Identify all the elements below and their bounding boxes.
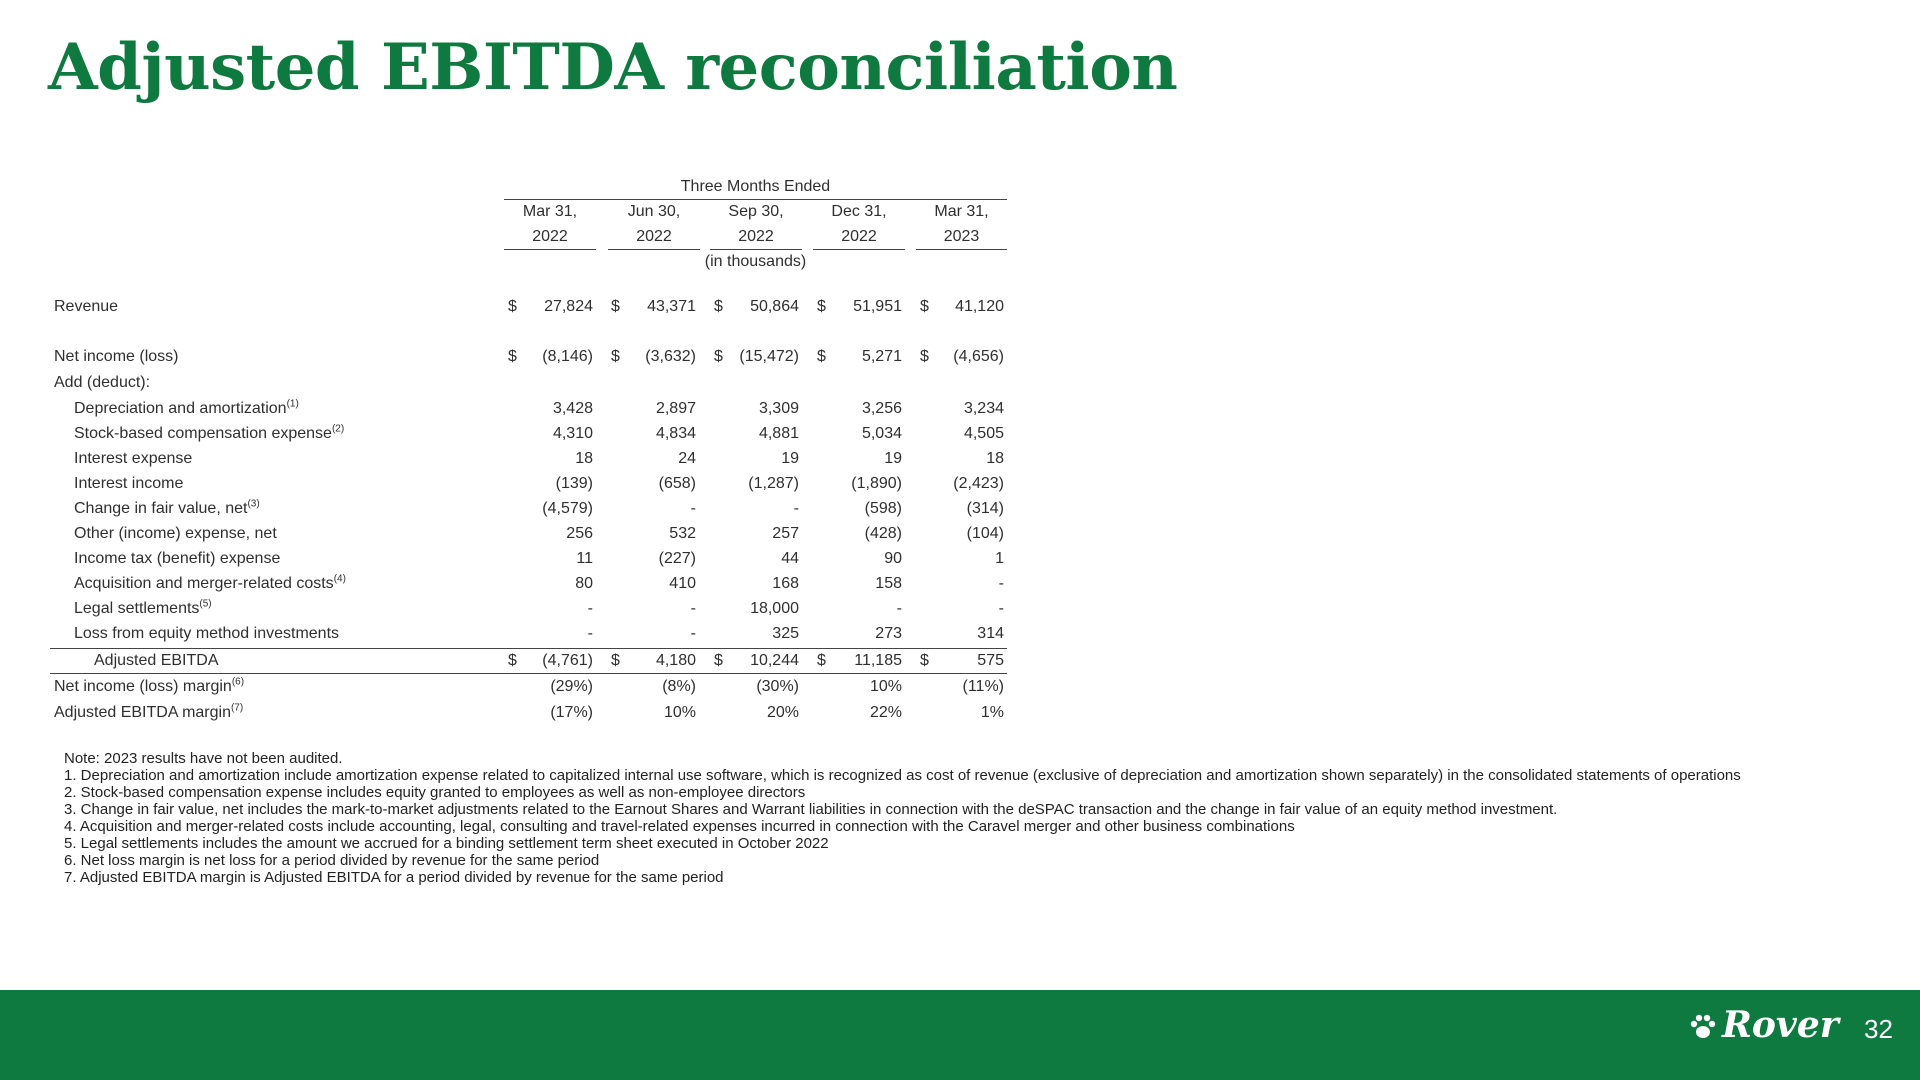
column-header-rule (504, 249, 596, 250)
rover-logo: Rover (1722, 1004, 1839, 1046)
column-header-line2: 2022 (738, 228, 774, 245)
column-header-line1: Jun 30, (627, 203, 681, 220)
table-cell: 44 (781, 550, 799, 567)
table-cell: 51,951 (853, 298, 902, 315)
column-header-line1: Sep 30, (728, 203, 784, 220)
dollar-sign: $ (817, 298, 826, 315)
column-header-line1: Mar 31, (522, 203, 578, 220)
table-cell: (30%) (756, 678, 799, 695)
table-cell: 20% (766, 704, 799, 721)
footer-bar (0, 990, 1920, 1080)
dollar-sign: $ (714, 652, 723, 669)
table-cell: 3,234 (963, 400, 1004, 417)
dollar-sign: $ (508, 348, 517, 365)
table-cell: 11 (576, 550, 593, 567)
row-label (74, 424, 344, 444)
table-cell: - (587, 625, 593, 642)
table-cell: (139) (555, 475, 593, 492)
row-label: Interest expense (74, 450, 193, 467)
footnote-item: 4. Acquisition and merger-related costs include accounting, legal, consulting and travel-related expenses incurred in connection with the Caravel merger and other business combinations (64, 818, 1295, 835)
table-cell: 4,834 (655, 425, 696, 442)
table-cell: 5,271 (861, 348, 902, 365)
table-cell: 43,371 (647, 298, 696, 315)
table-cell: 5,034 (861, 425, 902, 442)
table-cell: 168 (772, 575, 799, 592)
row-label-text: Stock-based compensation expense (74, 425, 332, 442)
dollar-sign: $ (611, 348, 620, 365)
units-label: (in thousands) (704, 253, 807, 270)
table-cell: (4,761) (542, 652, 593, 669)
header-rule (504, 199, 1007, 200)
paw-icon (1688, 1012, 1718, 1042)
row-label-text: Adjusted EBITDA margin (54, 704, 231, 721)
footnote-ref: (2) (331, 423, 345, 435)
column-header-line2: 2022 (532, 228, 568, 245)
table-cell: 4,505 (963, 425, 1004, 442)
row-label (74, 399, 299, 419)
dollar-sign: $ (920, 298, 929, 315)
table-cell: 410 (669, 575, 696, 592)
table-cell: 4,310 (552, 425, 593, 442)
footnote-item: 5. Legal settlements includes the amount we accrued for a binding settlement term sheet executed in October 2022 (64, 835, 829, 852)
table-cell: (4,656) (953, 348, 1004, 365)
table-cell: 19 (781, 450, 799, 467)
footnote-ref: (1) (286, 398, 299, 410)
table-cell: 11,185 (854, 652, 902, 669)
dollar-sign: $ (611, 298, 620, 315)
table-cell: 4,881 (758, 425, 799, 442)
footnote-intro: Note: 2023 results have not been audited. (64, 750, 343, 767)
row-label-text: Change in fair value, net (74, 500, 248, 517)
table-cell: 19 (884, 450, 902, 467)
footnote-ref: (7) (230, 702, 244, 714)
footnote-item: 7. Adjusted EBITDA margin is Adjusted EBITDA for a period divided by revenue for the same period (64, 869, 724, 886)
table-cell: 1% (980, 704, 1004, 721)
table-cell: (658) (658, 475, 696, 492)
footnote-item: 6. Net loss margin is net loss for a period divided by revenue for the same period (64, 852, 600, 869)
column-header-line2: 2022 (636, 228, 672, 245)
table-cell: 1 (995, 550, 1004, 567)
table-cell: 3,256 (861, 400, 902, 417)
table-cell: - (998, 575, 1004, 592)
column-header-line2: 2022 (841, 228, 877, 245)
row-label: Interest income (74, 475, 184, 492)
table-cell: 2,897 (655, 400, 696, 417)
table-cell: (2,423) (953, 475, 1004, 492)
period-header: Three Months Ended (680, 178, 831, 195)
footnotes (64, 750, 1824, 886)
row-label (54, 703, 243, 723)
row-label: Other (income) expense, net (74, 525, 277, 542)
table-cell: 22% (869, 704, 902, 721)
footnote-list (64, 767, 1824, 886)
table-cell: 257 (772, 525, 799, 542)
column-header-rule (710, 249, 802, 250)
footnote-item: 3. Change in fair value, net includes the mark-to-market adjustments related to the Earnout Shares and Warrant liabilities in connection with the deSPAC transaction and the change in fair value of an equity method investment. (64, 801, 1558, 818)
row-label: Income tax (benefit) expense (74, 550, 281, 567)
table-cell: 4,180 (655, 652, 696, 669)
footnote-item: 1. Depreciation and amortization include amortization expense related to capitalized internal use software, which is recognized as cost of revenue (exclusive of depreciation and amortization shown separately) in the consolidated statements of operations (64, 767, 1741, 784)
table-cell: (1,890) (851, 475, 902, 492)
column-header-rule (813, 249, 905, 250)
table-cell: - (998, 600, 1004, 617)
table-cell: - (690, 625, 696, 642)
table-cell: - (690, 600, 696, 617)
dollar-sign: $ (817, 652, 826, 669)
column-header-line2: 2023 (943, 228, 980, 245)
table-cell: (17%) (550, 704, 593, 721)
table-cell: 41,120 (955, 298, 1004, 315)
footnote-ref: (5) (199, 598, 212, 610)
row-label: Net income (loss) (54, 348, 179, 365)
table-cell: 575 (977, 652, 1004, 669)
row-label (74, 574, 346, 594)
total-rule (50, 673, 1007, 674)
table-cell: (8,146) (542, 348, 593, 365)
table-cell: - (690, 500, 696, 517)
table-cell: (4,579) (542, 500, 593, 517)
table-cell: 27,824 (544, 298, 593, 315)
table-cell: (1,287) (748, 475, 799, 492)
row-label (74, 599, 212, 619)
table-cell: 325 (772, 625, 799, 642)
table-cell: - (587, 600, 593, 617)
table-cell: (227) (658, 550, 696, 567)
column-header-rule (916, 249, 1007, 250)
table-cell: 80 (575, 575, 593, 592)
row-label: Revenue (54, 298, 119, 315)
table-cell: 18 (575, 450, 593, 467)
row-label: Adjusted EBITDA (94, 652, 219, 669)
subtotal-rule (50, 648, 1007, 649)
table-cell: 50,864 (750, 298, 799, 315)
table-cell: 3,309 (758, 400, 799, 417)
table-cell: 256 (566, 525, 593, 542)
dollar-sign: $ (920, 348, 929, 365)
table-cell: 24 (678, 450, 696, 467)
table-cell: 273 (875, 625, 902, 642)
dollar-sign: $ (714, 298, 723, 315)
page-number: 32 (1864, 1014, 1893, 1044)
table-cell: 158 (875, 575, 902, 592)
table-cell: 10% (663, 704, 696, 721)
dollar-sign: $ (611, 652, 620, 669)
table-cell: - (793, 500, 799, 517)
table-cell: (11%) (962, 678, 1004, 695)
row-label (54, 677, 244, 697)
row-label: Loss from equity method investments (74, 625, 340, 642)
footnote-ref: (4) (333, 573, 346, 585)
slide-title: Adjusted EBITDA reconciliation (48, 30, 1178, 105)
dollar-sign: $ (714, 348, 723, 365)
dollar-sign: $ (817, 348, 826, 365)
column-header-line1: Dec 31, (831, 203, 887, 220)
dollar-sign: $ (508, 298, 517, 315)
table-cell: (428) (864, 525, 902, 542)
row-label-text: Depreciation and amortization (74, 400, 287, 417)
table-cell: (29%) (550, 678, 593, 695)
table-cell: - (896, 600, 902, 617)
table-cell: (104) (966, 525, 1004, 542)
dollar-sign: $ (508, 652, 517, 669)
table-cell: 18 (986, 450, 1004, 467)
table-cell: 314 (977, 625, 1004, 642)
row-label-text: Acquisition and merger-related costs (74, 575, 334, 592)
table-cell: (598) (864, 500, 902, 517)
footnote-item: 2. Stock-based compensation expense includes equity granted to employees as well as non-employee directors (64, 784, 806, 801)
footnote-ref: (3) (247, 498, 260, 510)
row-label: Add (deduct): (54, 374, 151, 391)
table-cell: 18,000 (750, 600, 799, 617)
table-cell: 90 (884, 550, 902, 567)
table-cell: (3,632) (645, 348, 696, 365)
table-cell: (8%) (662, 678, 696, 695)
table-cell: 532 (669, 525, 696, 542)
table-cell: (15,472) (739, 348, 799, 365)
row-label-text: Legal settlements (74, 600, 200, 617)
column-header-line1: Mar 31, (934, 203, 989, 220)
table-cell: 3,428 (552, 400, 593, 417)
dollar-sign: $ (920, 652, 929, 669)
row-label-text: Net income (loss) margin (54, 678, 232, 695)
footnote-ref: (6) (231, 676, 245, 688)
table-cell: 10,244 (750, 652, 799, 669)
column-header-rule (608, 249, 700, 250)
table-cell: 10% (869, 678, 902, 695)
row-label (74, 499, 260, 519)
table-cell: (314) (966, 500, 1004, 517)
